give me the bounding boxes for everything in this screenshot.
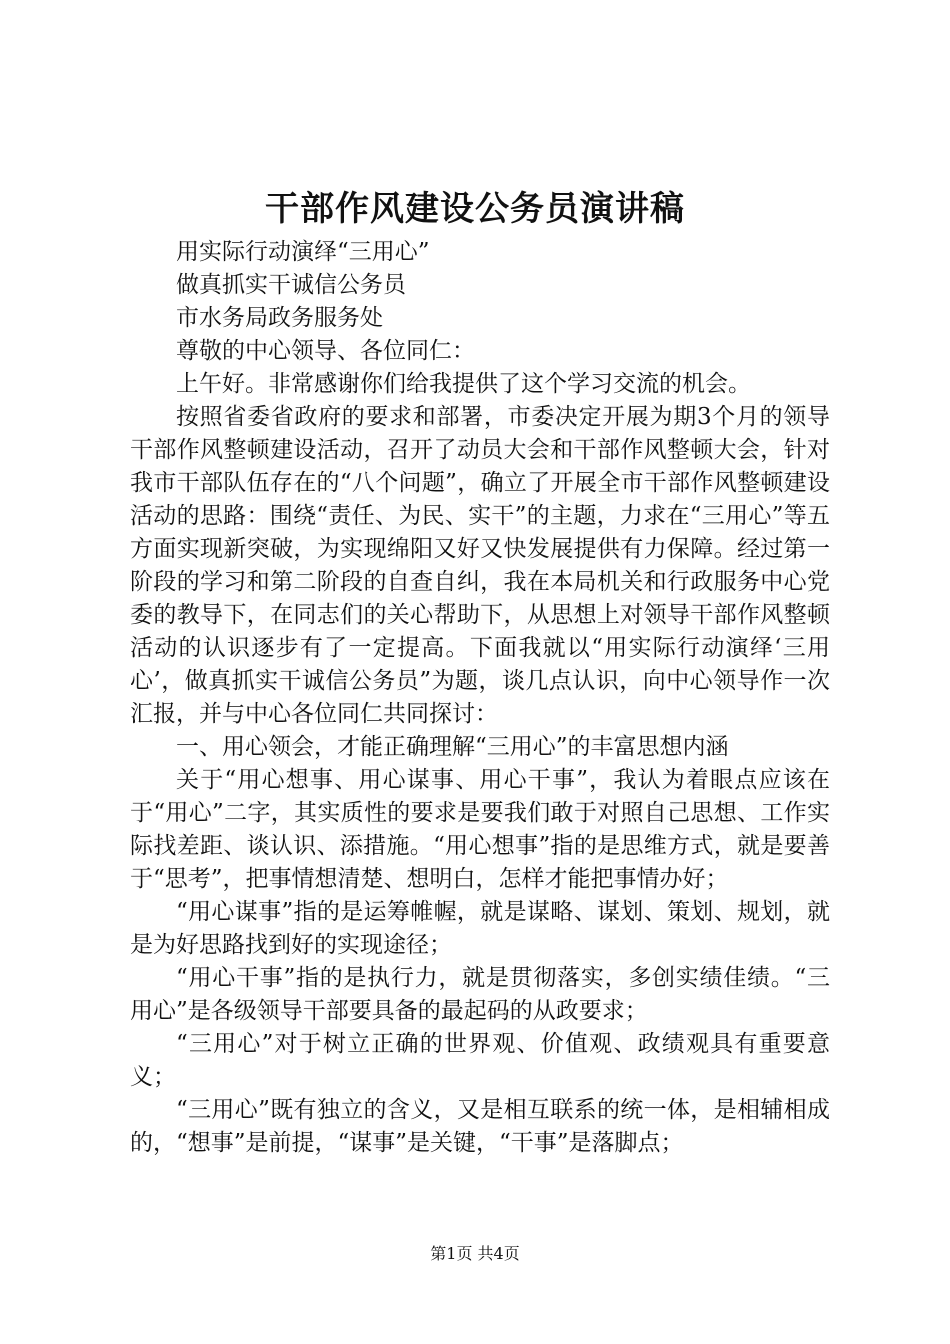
paragraph-greeting: 上午好。非常感谢你们给我提供了这个学习交流的机会。 xyxy=(176,371,751,397)
paragraph-subtitle-1: 用实际行动演绎“三用心” xyxy=(176,239,430,265)
page-footer: 第1页 共4页 xyxy=(430,1244,520,1263)
paragraph-body: “三用心”对于树立正确的世界观、价值观、政绩观具有重要意义； xyxy=(130,1031,830,1090)
paragraph-section-heading: 一、用心领会，才能正确理解“三用心”的丰富思想内涵 xyxy=(176,734,729,760)
paragraph-subtitle-2: 做真抓实干诚信公务员 xyxy=(176,272,406,298)
paragraph-body: 按照省委省政府的要求和部署，市委决定开展为期3个月的领导干部作风整顿建设活动，召开了动员大会和干部作风整顿大会，针对我市干部队伍存在的“八个问题”，确立了开展全市干部作风整顿建设活动的思路：围绕“责任、为民、实干”的主题，力求在“三用心”等五方面实现新突破，为实现绵阳又好又快发展提供有力保障。经过第一阶段的学习和第二阶段的自查自纠，我在本局机关和行政服务中心党委的教导下，在同志们的关心帮助下，从思想上对领导干部作风整顿活动的认识逐步有了一定提高。下面我就以“用实际行动演绎‘三用心’，做真抓实干诚信公务员”为题，谈几点认识，向中心领导作一次汇报，并与中心各位同仁共同探讨： xyxy=(130,404,830,727)
paragraph-body: “用心谋事”指的是运筹帷幄，就是谋略、谋划、策划、规划，就是为好思路找到好的实现途径； xyxy=(130,899,830,958)
paragraph-body: “三用心”既有独立的含义，又是相互联系的统一体，是相辅相成的，“想事”是前提，“谋事”是关键，“干事”是落脚点； xyxy=(130,1097,830,1156)
document-body xyxy=(130,236,830,1160)
document-title: 干部作风建设公务员演讲稿 xyxy=(265,189,685,229)
paragraph-author-unit: 市水务局政务服务处 xyxy=(176,305,383,331)
paragraph-body: “用心干事”指的是执行力，就是贯彻落实，多创实绩佳绩。“三用心”是各级领导干部要具备的最起码的从政要求； xyxy=(130,965,830,1024)
paragraph-salutation: 尊敬的中心领导、各位同仁： xyxy=(176,338,475,364)
paragraph-body: 关于“用心想事、用心谋事、用心干事”，我认为着眼点应该在于“用心”二字，其实质性的要求是要我们敢于对照自己思想、工作实际找差距、谈认识、添措施。“用心想事”指的是思维方式，就是要善于“思考”，把事情想清楚、想明白，怎样才能把事情办好； xyxy=(130,767,830,892)
